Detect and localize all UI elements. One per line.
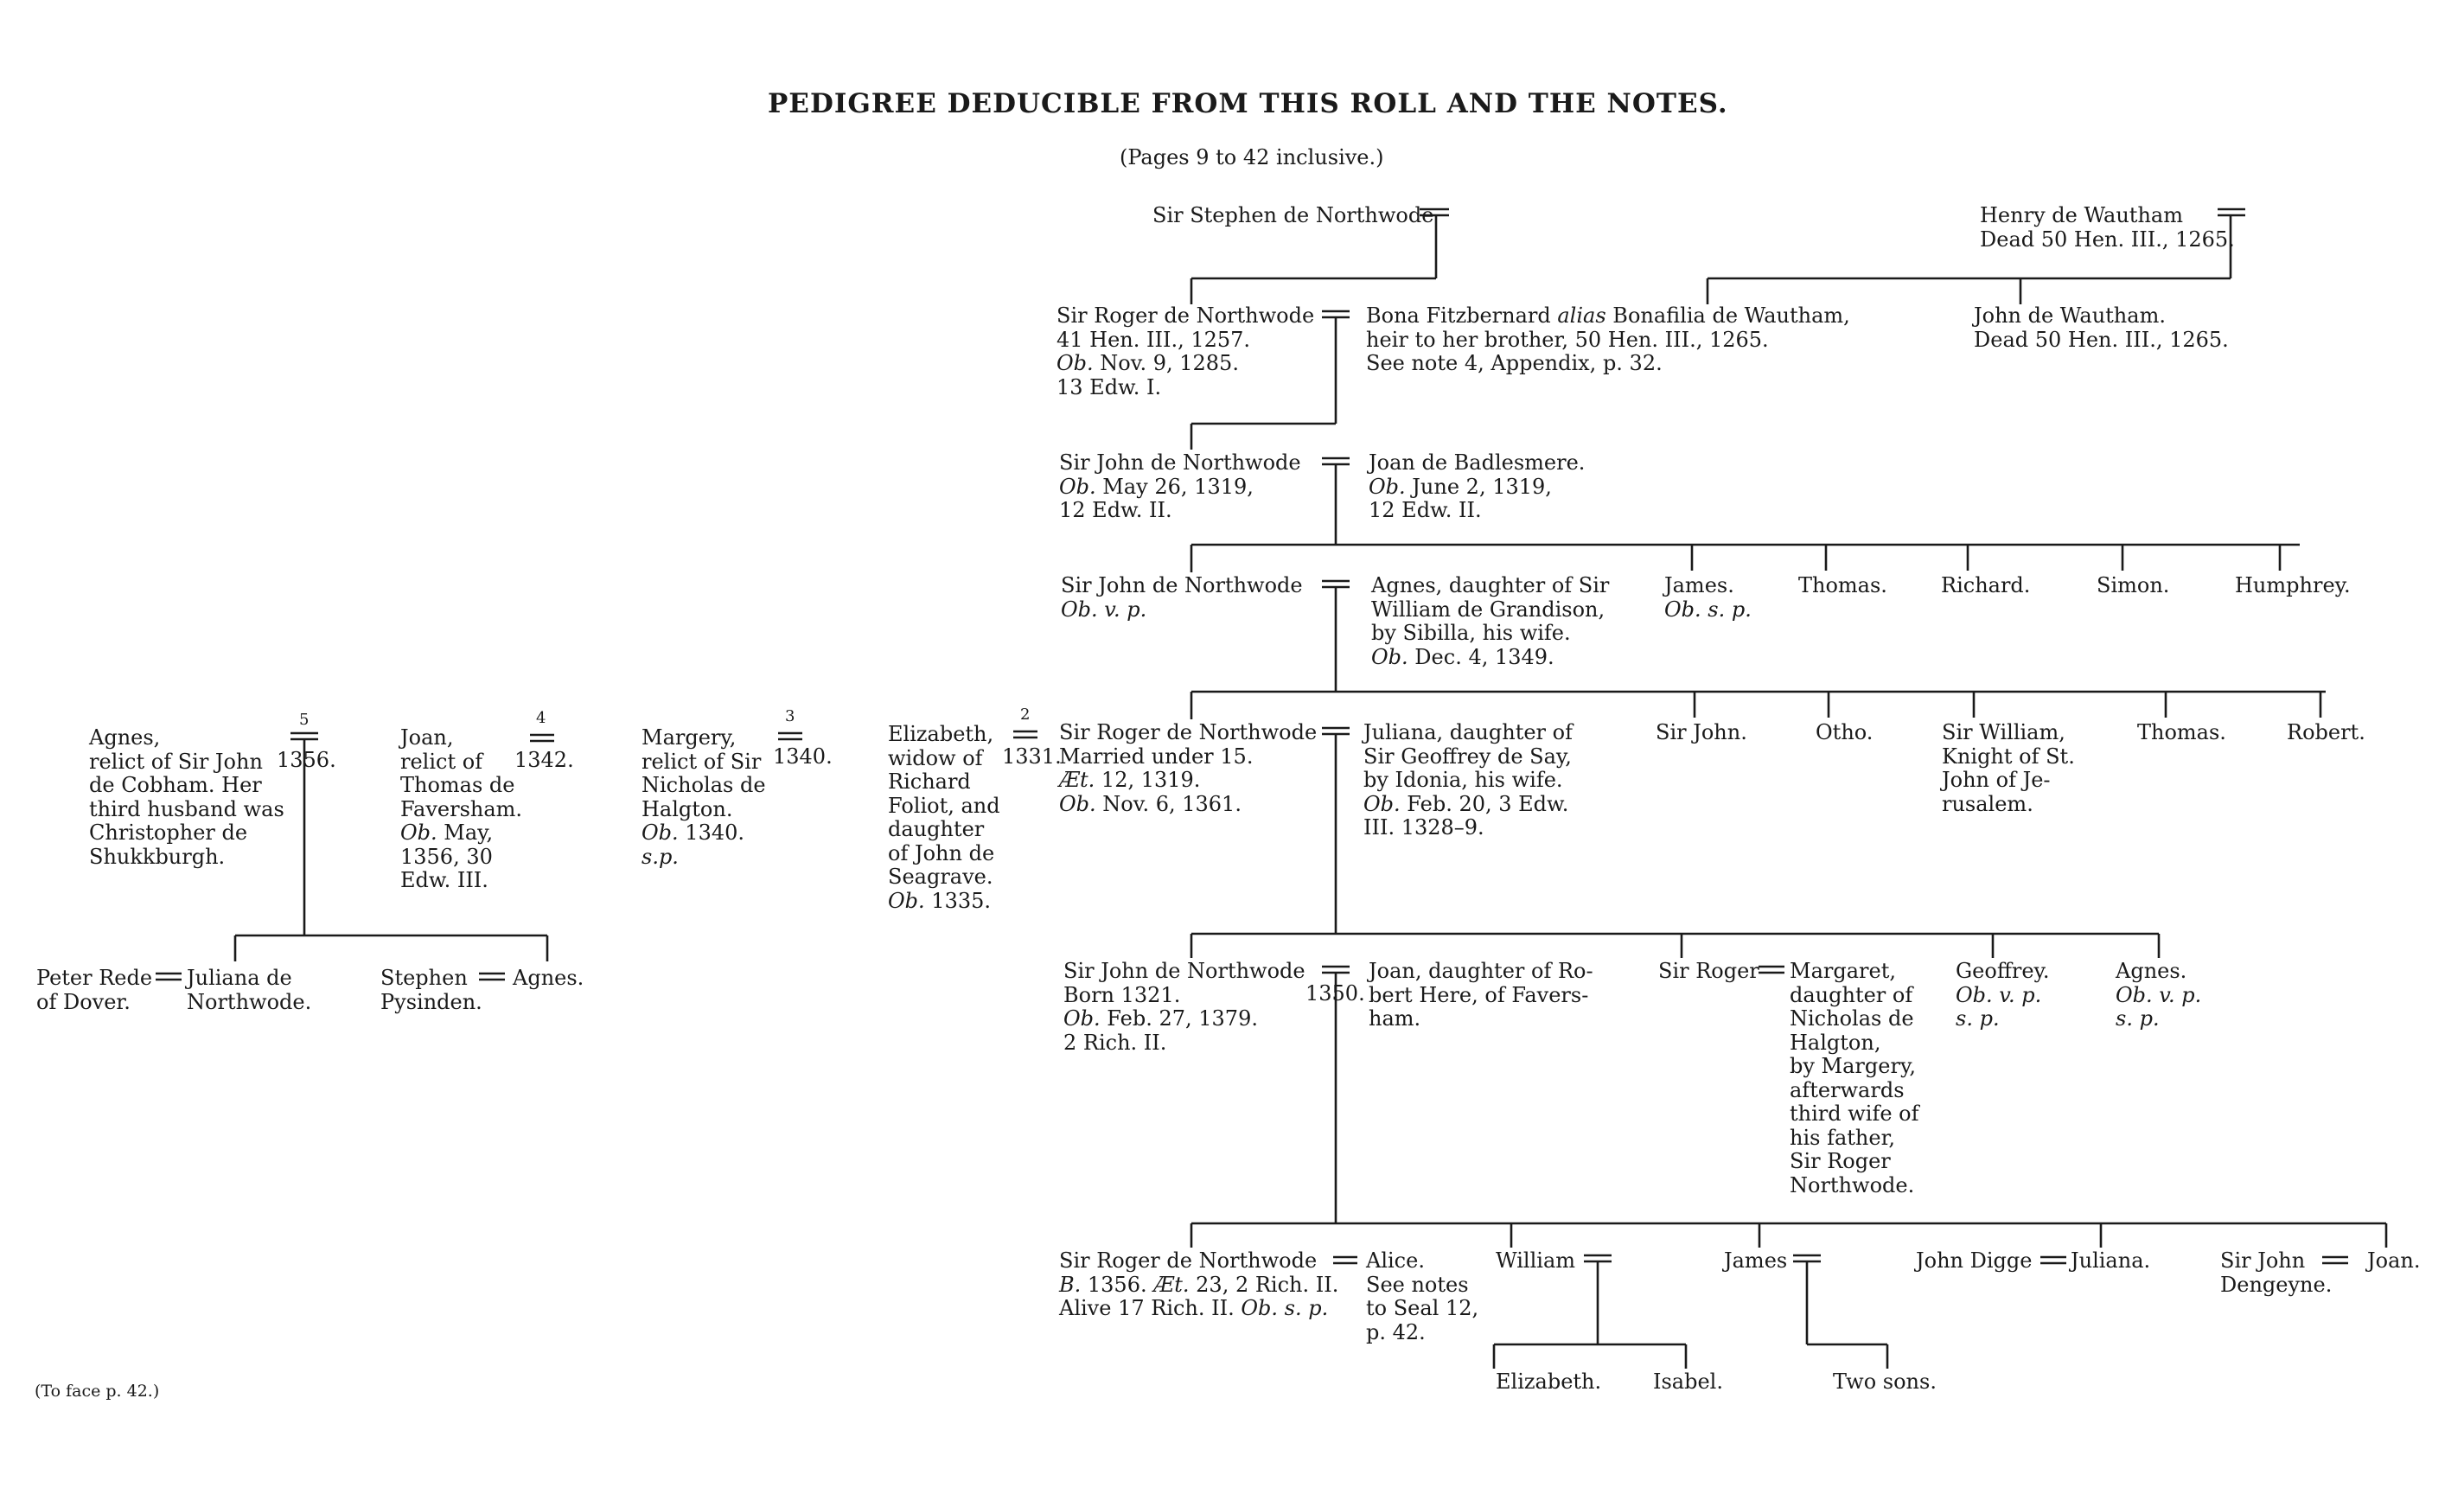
person-line: Sir John — [2220, 1248, 2306, 1273]
person-line: Sir John. — [1656, 720, 1747, 744]
person-line: Alice. — [1366, 1248, 1425, 1273]
person-line: Thomas. — [2137, 720, 2226, 744]
person-line: bert Here, of Favers- — [1369, 982, 1589, 1007]
person-agnes-pysinden — [513, 967, 584, 991]
person-line: Joan, daughter of Ro- — [1369, 959, 1593, 983]
person-line: Born 1321. — [1063, 982, 1181, 1007]
person-line: of Dover. — [36, 989, 131, 1014]
person-agnes-vp — [2116, 960, 2201, 1031]
person-peter-rede — [36, 967, 152, 1014]
person-simon — [2097, 574, 2169, 598]
person-margaret — [1790, 960, 1919, 1197]
person-line: Halgton, — [1790, 1030, 1881, 1055]
person-line: Halgton. — [642, 796, 733, 821]
person-line: Margery, — [642, 725, 737, 750]
person-line: Faversham. — [400, 796, 523, 821]
wife-number-4: 4 — [536, 709, 546, 727]
person-john2 — [1061, 574, 1303, 622]
person-line: Ob. v. p. — [1061, 597, 1147, 622]
person-line: 41 Hen. III., 1257. — [1056, 327, 1251, 352]
person-line: Christopher de — [89, 820, 248, 845]
person-line: Otho. — [1816, 720, 1874, 744]
person-line: Agnes. — [513, 966, 584, 990]
person-line: Agnes, daughter of Sir — [1371, 573, 1610, 597]
wife-number-2: 2 — [1020, 706, 1031, 724]
person-james1 — [1664, 574, 1752, 622]
person-line: Joan, — [400, 725, 454, 750]
person-line: Edw. III. — [400, 868, 488, 892]
person-line: widow of — [888, 745, 983, 770]
person-line: William de Grandison, — [1371, 597, 1605, 622]
person-line: by Idonia, his wife. — [1363, 768, 1563, 792]
person-humphrey — [2235, 574, 2351, 598]
person-line: Æt. 12, 1319. — [1059, 768, 1201, 792]
person-line: Sir John de Northwode — [1059, 450, 1301, 475]
wife-number-3: 3 — [785, 707, 795, 725]
marriage-year-1340 — [773, 745, 833, 769]
person-line: James. — [1664, 573, 1734, 597]
person-line: to Seal 12, — [1366, 1296, 1479, 1320]
person-line: daughter of — [1790, 982, 1913, 1007]
person-line: William — [1496, 1248, 1576, 1273]
person-line: Richard. — [1941, 573, 2031, 597]
person-thomas1 — [1798, 574, 1887, 598]
person-line: 1350. — [1305, 981, 1365, 1006]
marriage-year-1342 — [514, 749, 574, 773]
person-thomas2 — [2137, 721, 2226, 745]
person-line: Juliana, daughter of — [1363, 720, 1573, 744]
person-juliana-digge — [2071, 1249, 2150, 1274]
person-line: Elizabeth, — [888, 722, 994, 746]
person-joan-here — [1369, 960, 1593, 1031]
person-line: s.p. — [642, 844, 679, 869]
person-line: daughter — [888, 817, 985, 841]
person-joan-badlesmere — [1369, 451, 1585, 523]
person-line: Sir Geoffrey de Say, — [1363, 744, 1572, 769]
person-line: 1340. — [773, 744, 833, 769]
person-elizabeth2 — [1496, 1370, 1601, 1395]
person-line: Dead 50 Hen. III., 1265. — [1980, 227, 2235, 252]
person-line: Joan de Badlesmere. — [1369, 450, 1586, 475]
person-line: Isabel. — [1653, 1370, 1723, 1394]
person-bona — [1366, 304, 1850, 376]
person-sir-william — [1942, 721, 2075, 816]
person-line: Elizabeth. — [1496, 1370, 1602, 1394]
person-line: Nicholas de — [1790, 1006, 1914, 1031]
person-alice — [1366, 1249, 1478, 1344]
person-roger3 — [1059, 1249, 1338, 1321]
person-line: by Sibilla, his wife. — [1371, 621, 1571, 645]
person-line: Robert. — [2287, 720, 2365, 744]
person-line: Ob. Nov. 9, 1285. — [1056, 351, 1239, 375]
person-robert — [2287, 721, 2365, 745]
person-henry — [1980, 204, 2235, 252]
person-line: third husband was — [89, 796, 284, 821]
person-juliana-say — [1363, 721, 1573, 840]
person-roger2 — [1059, 721, 1317, 816]
person-line: Simon. — [2097, 573, 2170, 597]
marriage-year-1350 — [1305, 982, 1365, 1006]
person-line: Sir William, — [1942, 720, 2065, 744]
person-line: Bona Fitzbernard alias Bonafilia de Wautham, — [1366, 303, 1850, 328]
person-line: Pysinden. — [380, 989, 482, 1014]
person-line: Sir Roger de Northwode — [1059, 1248, 1318, 1273]
person-isabel — [1653, 1370, 1723, 1395]
person-juliana-northwode — [187, 967, 311, 1014]
person-line: Margaret, — [1790, 959, 1896, 983]
person-line: Sir Roger — [1790, 1149, 1891, 1173]
person-line: John Digge — [1916, 1248, 2033, 1273]
person-line: Juliana de — [187, 966, 292, 990]
person-line: his father, — [1790, 1125, 1896, 1150]
person-line: relict of Sir — [642, 749, 762, 774]
person-line: heir to her brother, 50 Hen. III., 1265. — [1366, 327, 1769, 352]
marriage-year-1331 — [1002, 745, 1062, 769]
page-subtitle: (Pages 9 to 42 inclusive.) — [1120, 145, 1384, 169]
person-line: rusalem. — [1942, 791, 2033, 816]
person-line: Ob. Feb. 27, 1379. — [1063, 1006, 1258, 1031]
person-line: See note 4, Appendix, p. 32. — [1366, 351, 1663, 375]
person-line: Ob. v. p. — [1956, 982, 2042, 1007]
person-line: Henry de Wautham — [1980, 203, 2183, 227]
person-line: de Cobham. Her — [89, 773, 262, 797]
marriage-year-1356 — [277, 749, 336, 773]
person-line: 1331. — [1002, 744, 1062, 769]
person-line: John of Je- — [1942, 768, 2051, 792]
person-line: Northwode. — [1790, 1172, 1915, 1197]
person-line: Ob. May 26, 1319, — [1059, 474, 1254, 499]
person-john1 — [1059, 451, 1301, 523]
person-john-wautham — [1974, 304, 2229, 352]
person-line: Sir Stephen de Northwode — [1152, 203, 1434, 227]
person-agnes-cobham — [89, 726, 284, 869]
person-line: 12 Edw. II. — [1059, 498, 1172, 522]
person-geoffrey — [1956, 960, 2050, 1031]
person-line: Ob. Nov. 6, 1361. — [1059, 791, 1242, 816]
person-line: Peter Rede — [36, 966, 153, 990]
person-john3 — [1063, 960, 1305, 1055]
person-line: Sir Roger de Northwode — [1059, 720, 1318, 744]
person-line: relict of Sir John — [89, 749, 263, 774]
person-line: Sir Roger — [1658, 959, 1759, 983]
person-line: Northwode. — [187, 989, 312, 1014]
person-line: Alive 17 Rich. II. Ob. s. p. — [1059, 1296, 1329, 1320]
person-line: Ob. Feb. 20, 3 Edw. — [1363, 791, 1569, 816]
person-line: of John de — [888, 840, 995, 865]
person-line: 1342. — [514, 748, 574, 772]
person-line: 1356. — [277, 748, 336, 772]
person-line: Sir John de Northwode — [1063, 959, 1305, 983]
person-line: Humphrey. — [2235, 573, 2351, 597]
person-line: Ob. May, — [400, 820, 494, 845]
person-two-sons — [1833, 1370, 1937, 1395]
person-line: Ob. Dec. 4, 1349. — [1371, 644, 1554, 669]
person-richard — [1941, 574, 2030, 598]
person-line: Ob. 1335. — [888, 888, 992, 913]
person-margery — [642, 726, 766, 869]
person-sir-roger — [1658, 960, 1759, 984]
person-line: ham. — [1369, 1006, 1421, 1031]
wife-number-5: 5 — [299, 711, 310, 729]
person-line: Knight of St. — [1942, 744, 2075, 769]
person-william — [1496, 1249, 1575, 1274]
person-elizabeth-seagrave — [888, 723, 1000, 913]
person-line: Geoffrey. — [1956, 959, 2050, 983]
person-line: Foliot, and — [888, 793, 1000, 818]
person-line: Shukkburgh. — [89, 844, 226, 869]
person-line: Dead 50 Hen. III., 1265. — [1974, 327, 2229, 352]
person-line: Thomas de — [400, 773, 515, 797]
person-line: third wife of — [1790, 1101, 1919, 1126]
person-agnes-grandison — [1371, 574, 1609, 669]
person-sir-john — [1656, 721, 1747, 745]
person-line: 12 Edw. II. — [1369, 498, 1482, 522]
person-line: Ob. June 2, 1319, — [1369, 474, 1552, 499]
person-line: Married under 15. — [1059, 744, 1254, 769]
person-line: Juliana. — [2071, 1248, 2151, 1273]
person-line: 1356, 30 — [400, 844, 493, 869]
person-line: John de Wautham. — [1974, 303, 2166, 328]
person-line: III. 1328–9. — [1363, 815, 1484, 840]
person-james2 — [1724, 1249, 1787, 1274]
person-line: p. 42. — [1366, 1319, 1426, 1344]
person-line: Thomas. — [1798, 573, 1887, 597]
person-line: Sir Roger de Northwode — [1056, 303, 1315, 328]
person-line: Stephen — [380, 966, 468, 990]
person-line: James — [1724, 1248, 1788, 1273]
person-line: Joan. — [2367, 1248, 2421, 1273]
person-line: by Margery, — [1790, 1054, 1916, 1078]
page-title: PEDIGREE DEDUCIBLE FROM THIS ROLL AND THE NOTES. — [768, 88, 1728, 119]
person-line: Agnes. — [2116, 959, 2187, 983]
person-otho — [1816, 721, 1873, 745]
person-line: Agnes, — [89, 725, 161, 750]
person-stephen — [1152, 204, 1433, 228]
person-line: Ob. 1340. — [642, 820, 745, 845]
person-roger1 — [1056, 304, 1314, 399]
person-line: s. p. — [1956, 1006, 2000, 1031]
person-line: afterwards — [1790, 1077, 1905, 1102]
person-line: Ob. s. p. — [1664, 597, 1752, 622]
person-joan-faversham — [400, 726, 522, 893]
person-sir-john-dengeyne — [2220, 1249, 2332, 1297]
person-stephen-pysinden — [380, 967, 482, 1014]
person-line: Sir John de Northwode — [1061, 573, 1303, 597]
person-john-digge — [1916, 1249, 2032, 1274]
person-line: Two sons. — [1833, 1370, 1937, 1394]
person-line: B. 1356. Æt. 23, 2 Rich. II. — [1059, 1272, 1339, 1297]
person-line: s. p. — [2116, 1006, 2160, 1031]
person-line: Ob. v. p. — [2116, 982, 2202, 1007]
footer-note: (To face p. 42.) — [35, 1382, 160, 1401]
person-line: 13 Edw. I. — [1056, 374, 1162, 399]
person-line: Seagrave. — [888, 865, 993, 889]
person-line: Richard — [888, 769, 971, 794]
person-line: 2 Rich. II. — [1063, 1030, 1167, 1055]
person-line: Nicholas de — [642, 773, 766, 797]
person-joan-dengeyne — [2367, 1249, 2420, 1274]
person-line: relict of — [400, 749, 483, 774]
person-line: Dengeyne. — [2220, 1272, 2333, 1297]
person-line: See notes — [1366, 1272, 1469, 1297]
